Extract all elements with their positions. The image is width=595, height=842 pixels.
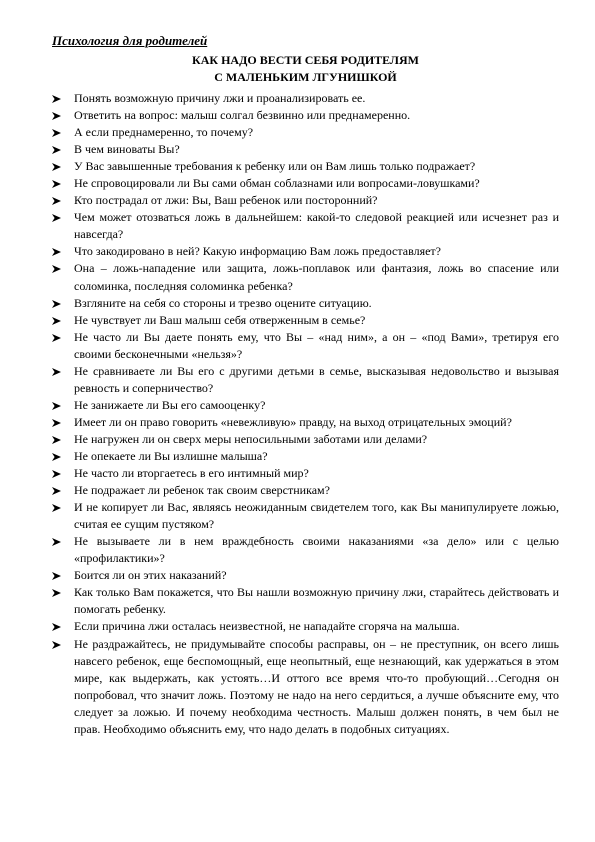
list-item-text: Имеет ли он право говорить «невежливую» правду, на выход отрицательных эмоций? bbox=[74, 414, 512, 429]
list-item-text: Не занижаете ли Вы его самооценку? bbox=[74, 397, 266, 412]
arrow-bullet-icon bbox=[52, 163, 61, 171]
list-item-text: Не часто ли Вы даете понять ему, что Вы – «над ним», а он – «под Вами», третируя его своими бесконечными «нельзя»? bbox=[74, 329, 559, 361]
section-heading: Психология для родителей bbox=[52, 33, 208, 48]
list-item-text: Не часто ли вторгаетесь в его интимный мир? bbox=[74, 466, 309, 481]
list-item bbox=[52, 260, 559, 294]
list-item-text: Если причина лжи осталась неизвестной, не нападайте сгоряча на малыша. bbox=[74, 619, 460, 634]
list-item-text: Что закодировано в ней? Какую информацию Вам ложь предоставляет? bbox=[74, 244, 441, 259]
list-item-text: Ответить на вопрос: малыш солгал безвинно или преднамеренно. bbox=[74, 108, 411, 123]
arrow-bullet-icon bbox=[52, 419, 61, 427]
list-item bbox=[52, 482, 559, 499]
list-item bbox=[52, 158, 559, 175]
arrow-bullet-icon bbox=[52, 197, 61, 205]
list-item-text: Кто пострадал от лжи: Вы, Ваш ребенок или посторонний? bbox=[74, 193, 378, 208]
list-item bbox=[52, 329, 559, 363]
list-item-text: Не опекаете ли Вы излишне малыша? bbox=[74, 448, 268, 463]
list-item bbox=[52, 175, 559, 192]
list-item-text: А если преднамеренно, то почему? bbox=[74, 125, 254, 140]
arrow-bullet-icon bbox=[52, 538, 61, 546]
list-item bbox=[52, 584, 559, 618]
list-item bbox=[52, 465, 559, 482]
arrow-bullet-icon bbox=[52, 487, 61, 495]
list-item-text: Не спровоцировали ли Вы сами обман соблазнами или вопросами-ловушками? bbox=[74, 176, 480, 191]
arrow-bullet-icon bbox=[52, 470, 61, 478]
list-item-text: Не раздражайтесь, не придумывайте способы расправы, он – не преступник, он всего лишь навсего ребенок, еще беспомощный, еще неопытный, еще незнающий, как удержаться в этом мире, как выдержать, как устоять…И оттого все время что-то пробующий…Сегодня он попробовал, что значит ложь. Поэтому не надо на него сердиться, а лучше объясните ему, что следует за ложью. И почему необходима честность. Малыш должен понять, в чем был не прав. Необходимо объяснить ему, что надо делать в подобных ситуациях. bbox=[74, 636, 559, 736]
arrow-bullet-icon bbox=[52, 112, 61, 120]
list-item-text: Понять возможную причину лжи и проанализировать ее. bbox=[74, 91, 366, 105]
list-item bbox=[52, 618, 559, 635]
list-item bbox=[52, 499, 559, 533]
arrow-bullet-icon bbox=[52, 146, 61, 154]
arrow-bullet-icon bbox=[52, 180, 61, 188]
list-item bbox=[52, 192, 559, 209]
arrow-bullet-icon bbox=[52, 317, 61, 325]
list-item bbox=[52, 209, 559, 243]
list-item-text: Не чувствует ли Ваш малыш себя отверженным в семье? bbox=[74, 312, 366, 327]
list-item-text: Не подражает ли ребенок так своим сверстникам? bbox=[74, 483, 330, 498]
list-item-text: Не сравниваете ли Вы его с другими детьми в семье, высказывая недовольство и вызывая ревность и соперничество? bbox=[74, 363, 559, 395]
arrow-bullet-icon bbox=[52, 368, 61, 376]
arrow-bullet-icon bbox=[52, 214, 61, 222]
arrow-bullet-icon bbox=[52, 334, 61, 342]
arrow-bullet-icon bbox=[52, 265, 61, 273]
list-item bbox=[52, 141, 559, 158]
arrow-bullet-icon bbox=[52, 453, 61, 461]
list-item bbox=[52, 414, 559, 431]
arrow-bullet-icon bbox=[52, 300, 61, 308]
list-item-text: У Вас завышенные требования к ребенку или он Вам лишь только подражает? bbox=[74, 159, 476, 174]
arrow-bullet-icon bbox=[52, 129, 61, 137]
list-item bbox=[52, 107, 559, 124]
list-item-text: Как только Вам покажется, что Вы нашли возможную причину лжи, старайтесь действовать и помогать ребенку. bbox=[74, 585, 559, 617]
list-item-text: Боится ли он этих наказаний? bbox=[74, 568, 227, 583]
list-item-text: И не копирует ли Вас, являясь неожиданным свидетелем того, как Вы манипулируете ложью, считая ее сущим пустяком? bbox=[74, 500, 559, 532]
list-item bbox=[52, 312, 559, 329]
list-item bbox=[52, 124, 559, 141]
arrow-bullet-icon bbox=[52, 436, 61, 444]
list-item-text: Чем может отозваться ложь в дальнейшем: какой-то следовой реакцией или исчезнет раз и навсегда? bbox=[74, 210, 559, 242]
advice-list bbox=[52, 90, 559, 738]
arrow-bullet-icon bbox=[52, 641, 61, 649]
list-item bbox=[52, 533, 559, 567]
list-item-text: Она – ложь-нападение или защита, ложь-поплавок или фантазия, ложь во спасение или соломинка, последняя соломинка ребенка? bbox=[74, 261, 559, 293]
list-item-text: Не вызываете ли в нем враждебность своими наказаниями «за дело» или с целью «профилактики»? bbox=[74, 534, 559, 566]
list-item bbox=[52, 448, 559, 465]
arrow-bullet-icon bbox=[52, 248, 61, 256]
list-item bbox=[52, 90, 559, 107]
list-item bbox=[52, 431, 559, 448]
arrow-bullet-icon bbox=[52, 589, 61, 597]
list-item bbox=[52, 636, 559, 738]
list-item bbox=[52, 243, 559, 260]
list-item bbox=[52, 567, 559, 584]
arrow-bullet-icon bbox=[52, 504, 61, 512]
arrow-bullet-icon bbox=[52, 95, 61, 103]
list-item bbox=[52, 363, 559, 397]
list-item-text: В чем виноваты Вы? bbox=[74, 142, 180, 157]
list-item bbox=[52, 397, 559, 414]
document-title-line-2: С МАЛЕНЬКИМ ЛГУНИШКОЙ bbox=[214, 70, 397, 84]
arrow-bullet-icon bbox=[52, 402, 61, 410]
list-item-text: Взгляните на себя со стороны и трезво оцените ситуацию. bbox=[74, 295, 372, 310]
document-title-line-1: КАК НАДО ВЕСТИ СЕБЯ РОДИТЕЛЯМ bbox=[192, 53, 419, 67]
list-item-text: Не нагружен ли он сверх меры непосильными заботами или делами? bbox=[74, 431, 428, 446]
arrow-bullet-icon bbox=[52, 623, 61, 631]
arrow-bullet-icon bbox=[52, 572, 61, 580]
list-item bbox=[52, 295, 559, 312]
